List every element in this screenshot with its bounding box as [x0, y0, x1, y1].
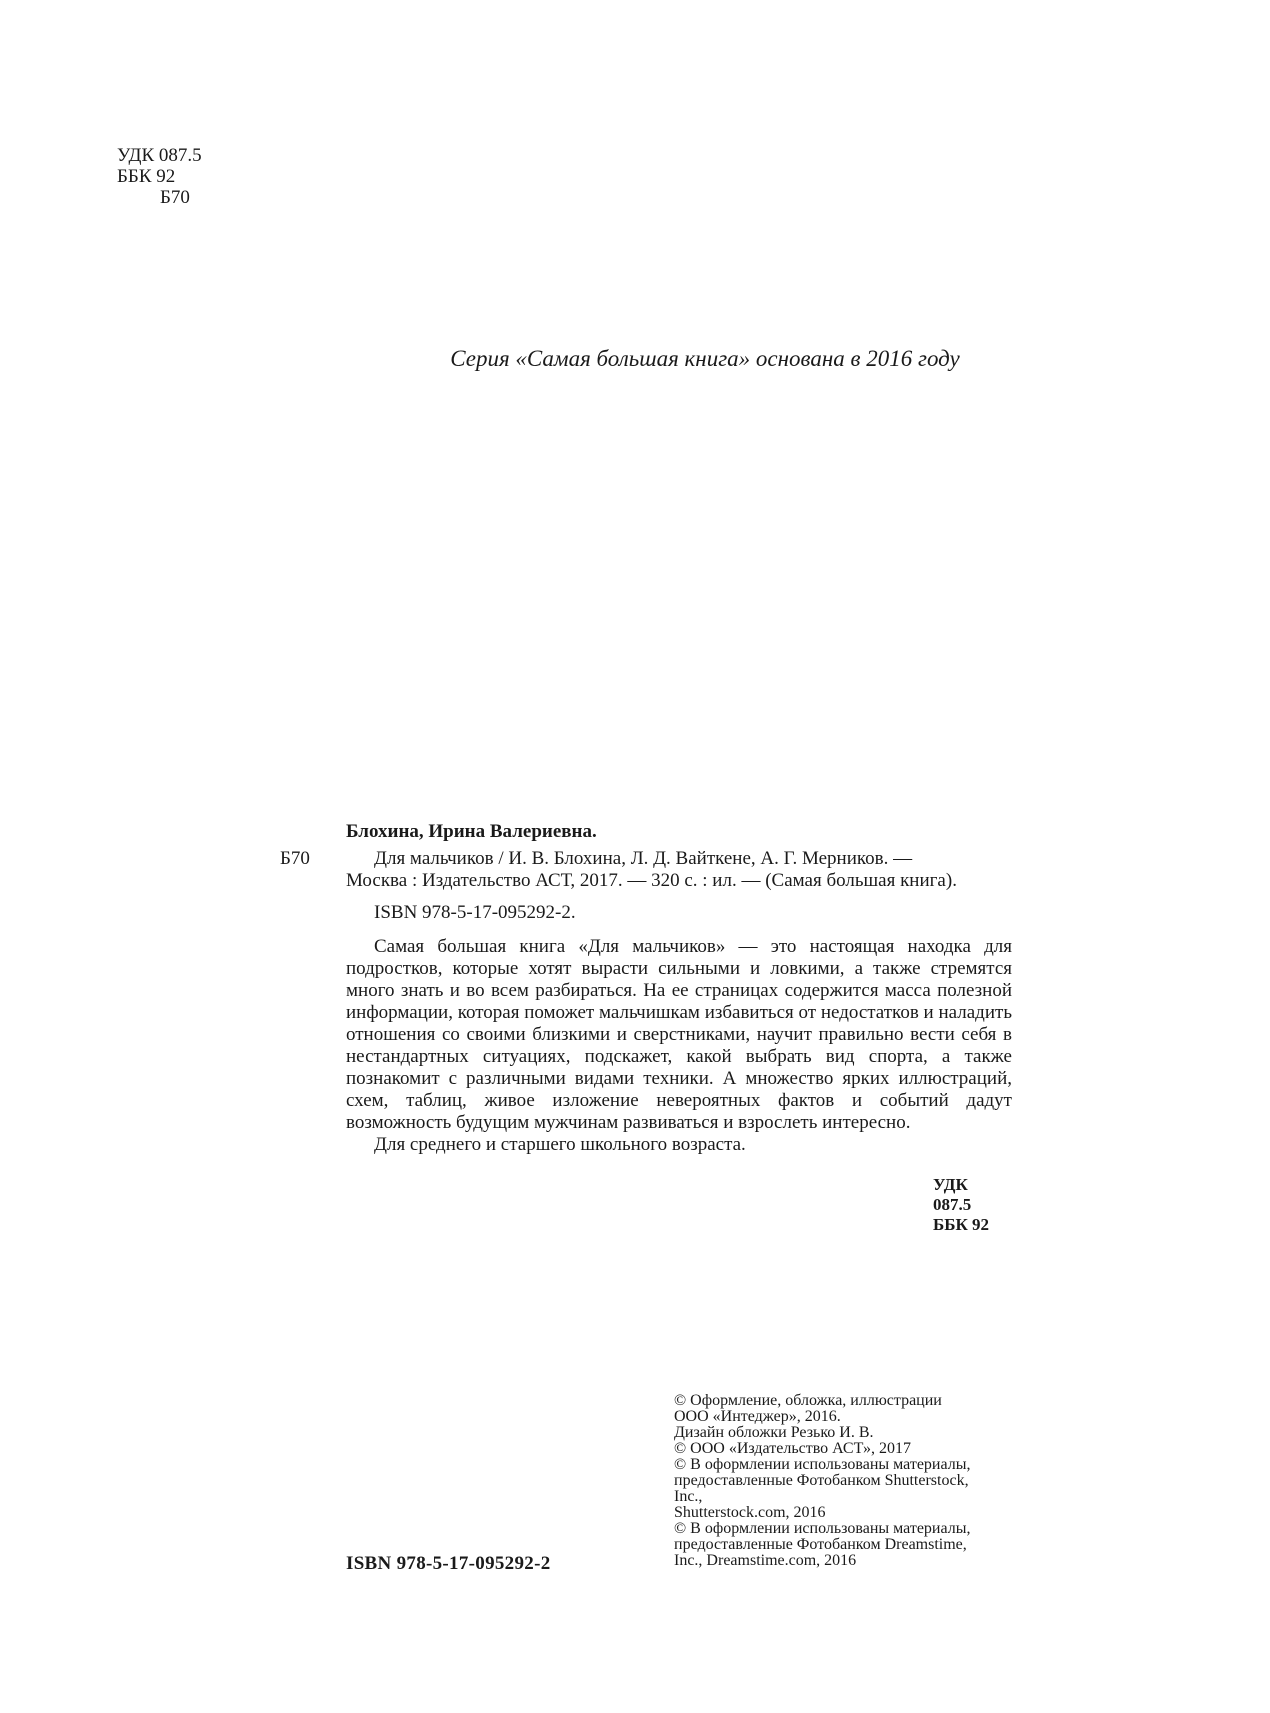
top-udk-code: УДК 087.5: [117, 145, 202, 166]
copyright-line: Дизайн обложки Резько И. В.: [674, 1424, 874, 1441]
isbn-bottom: ISBN 978-5-17-095292-2: [346, 1553, 551, 1574]
biblio-isbn: ISBN 978-5-17-095292-2.: [374, 902, 576, 923]
series-note: Серия «Самая большая книга» основана в 2016 году: [450, 346, 960, 371]
copyright-line: © Оформление, обложка, иллюстрации: [674, 1392, 942, 1409]
biblio-title-line-2: Москва : Издательство АСТ, 2017. — 320 с. : ил. — (Самая большая книга).: [346, 870, 957, 891]
copyright-line: Shutterstock.com, 2016: [674, 1504, 826, 1521]
biblio-audience: Для среднего и старшего школьного возраста.: [374, 1134, 746, 1155]
bottom-bbk-code: ББК 92: [933, 1215, 990, 1234]
copyright-line: ООО «Интеджер», 2016.: [674, 1408, 841, 1425]
top-bbk-code: ББК 92: [117, 166, 176, 187]
copyright-line: Inc., Dreamstime.com, 2016: [674, 1552, 857, 1569]
copyright-line: © В оформлении использованы материалы,: [674, 1456, 971, 1473]
copyright-line: Inc.,: [674, 1488, 703, 1505]
copyright-line: предоставленные Фотобанком Dreamstime,: [674, 1536, 967, 1553]
bibliographic-record: [346, 821, 1012, 1156]
biblio-abstract: Самая большая книга «Для мальчиков» — это настоящая находка для подростков, которые хотят вырасти сильными и ловкими, а также стремятся много знать и во всем разбираться. На ее страницах содержится масса полезной информации, которая поможет мальчишкам избавиться от недостатков и наладить отношения со своими близкими и сверстниками, научит правильно вести себя в нестандартных ситуациях, подскажет, какой выбрать вид спорта, а также познакомит с различными видами техники. А множество ярких иллюстраций, схем, таблиц, живое изложение невероятных фактов и событий дадут возможность будущим мужчинам развиваться и взрослеть интересно.: [346, 936, 1012, 1133]
copyright-line: © В оформлении использованы материалы,: [674, 1520, 971, 1537]
copyright-block: [674, 1393, 1014, 1569]
bottom-classification-codes: [0, 1175, 993, 1235]
biblio-author: Блохина, Ирина Валериевна.: [346, 821, 597, 842]
biblio-author-mark: Б70: [280, 848, 310, 869]
biblio-title-line-1: Для мальчиков / И. В. Блохина, Л. Д. Вайткене, А. Г. Мерников. —: [374, 848, 913, 869]
top-author-mark: Б70: [160, 187, 190, 208]
top-classification-codes: [117, 145, 202, 208]
copyright-line: предоставленные Фотобанком Shutterstock,: [674, 1472, 969, 1489]
copyright-line: © ООО «Издательство АСТ», 2017: [674, 1440, 911, 1457]
bottom-udk-code: УДК 087.5: [933, 1175, 972, 1214]
